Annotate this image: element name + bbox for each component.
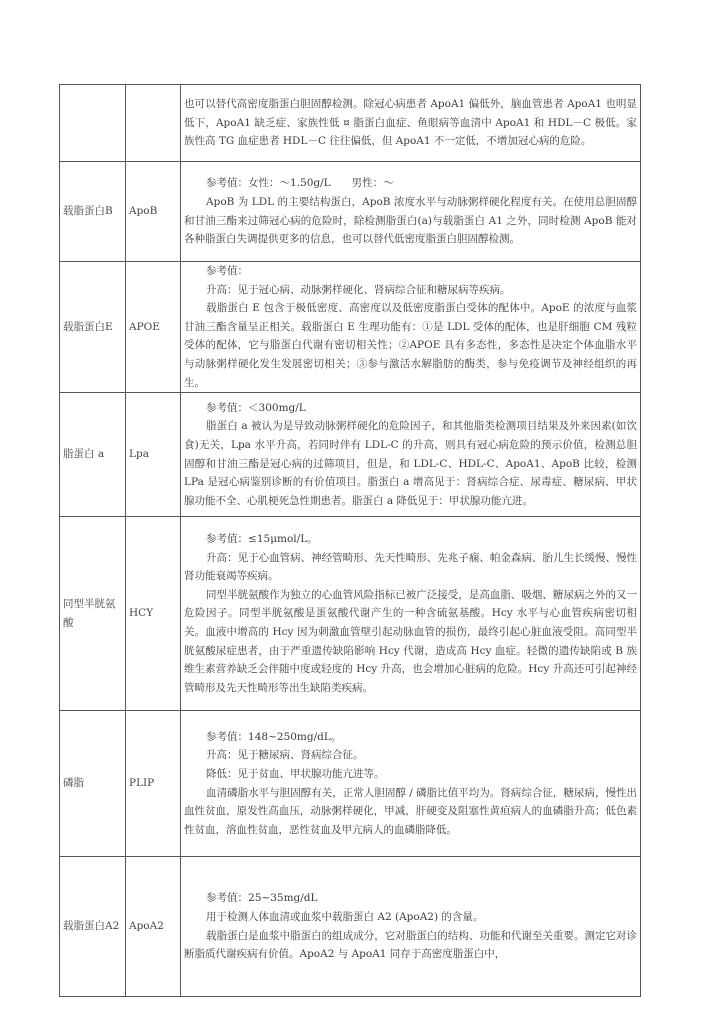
- description-paragraph: 参考值：女性：～1.50g/L 男性：～: [206, 177, 394, 190]
- table-row: [60, 393, 641, 517]
- table-row: [60, 162, 641, 262]
- description-paragraph: 脂蛋白 a 被认为是导致动脉粥样硬化的危险因子，和其他脂类检测项目结果及外来因素(如饮食)无关，Lpa 水平升高，若同时伴有 LDL-C 的升高，则具有冠心病危险的预示价值，检测总胆固醇和甘油三酯是冠心病的过筛项目，但是，和 LDL-C、HDL-C、ApoA1、ApoB 比较，检测 LPa 是冠心病鉴别诊断的有价值项目。脂蛋白 a 增高见于：肾病综合症、尿毒症、糖尿病、甲状腺功能不全、心肌梗死急性期患者。脂蛋白 a 降低见于：甲状腺功能亢进。: [184, 420, 637, 507]
- description-paragraph: ApoB 为 LDL 的主要结构蛋白，ApoB 浓度水平与动脉粥样硬化程度有关。在使用总胆固醇和甘油三酯来过筛冠心病的危险时，除检测脂蛋白(a)与载脂蛋白 A1 之外，同时检测 ApoB 能对各种脂蛋白失调提供更多的信息，也可以替代低密度脂蛋白胆固醇检测。: [184, 195, 637, 246]
- test-description: [181, 857, 641, 997]
- description-paragraph: 血清磷脂水平与胆固醇有关，正常人胆固醇 / 磷脂比值平均为。肾病综合征，糖尿病，慢性出血性贫血，原发性高血压，动脉粥样硬化，甲减，肝硬变及阻塞性黄疸病人的血磷脂升高；低色素性贫血，溶血性贫血，恶性贫血及甲亢病人的血磷脂降低。: [184, 786, 637, 836]
- description-paragraph: 参考值：148~250mg/dL。: [206, 730, 342, 743]
- test-abbreviation: HCY: [126, 517, 181, 711]
- description-paragraph: 载脂蛋白 E 包含于极低密度、高密度以及低密度脂蛋白受体的配体中。ApoE 的浓度与血浆甘油三酯含量呈正相关。载脂蛋白 E 生理功能有：①是 LDL 受体的配体，也是肝细胞 CM 残粒受体的配体，它与脂蛋白代谢有密切相关性；②APOE 具有多态性，多态性是决定个体血脂水平与动脉粥样硬化发生发展密切相关；③参与激活水解脂肪的酶类，参与免疫调节及神经组织的再生。: [184, 302, 637, 389]
- description-paragraph: 参考值：25~35mg/dL: [206, 892, 318, 905]
- test-description: [181, 85, 641, 162]
- test-name: [60, 85, 126, 162]
- table-row: [60, 262, 641, 393]
- test-abbreviation: PLIP: [126, 711, 181, 857]
- description-paragraph: 载脂蛋白是血浆中脂蛋白的组成成分，它对脂蛋白的结构、功能和代谢至关重要。测定它对诊断脂质代谢疾病有价值。ApoA2 与 ApoA1 同存于高密度脂蛋白中，: [184, 929, 637, 961]
- test-abbreviation: ApoB: [126, 162, 181, 262]
- table-row: [60, 711, 641, 857]
- description-paragraph: 降低：见于贫血、甲状腺功能亢进等。: [206, 768, 385, 781]
- test-name: 载脂蛋白A2: [60, 857, 126, 997]
- table-row: [60, 857, 641, 997]
- test-abbreviation: ApoA2: [126, 857, 181, 997]
- test-name: 磷脂: [60, 711, 126, 857]
- lipid-test-table: [59, 84, 641, 997]
- description-paragraph: 同型半胱氨酸作为独立的心血管风险指标已被广泛接受，是高血脂、吸烟、糖尿病之外的又一危险因子。同型半胱氨酸是蛋氨酸代谢产生的一种含硫氨基酸。Hcy 水平与心血管疾病密切相关。血液中增高的 Hcy 因为刺激血管壁引起动脉血管的损伤，最终引起心脏血液受阻。高同型半胱氨酸尿症患者，由于严重遗传缺陷影响 Hcy 代谢，造成高 Hcy 血症。轻微的遗传缺陷或 B 族维生素营养缺乏会伴随中度或轻度的 Hcy 升高，也会增加心脏病的危险。Hcy 升高还可引起神经管畸形及先天性畸形等出生缺陷类疾病。: [184, 588, 637, 694]
- description-paragraph: 参考值：≤15μmol/L。: [206, 532, 318, 545]
- description-paragraph: 用于检测人体血清或血浆中载脂蛋白 A2 (ApoA2) 的含量。: [206, 911, 484, 924]
- test-description: [181, 262, 641, 393]
- test-description: [181, 162, 641, 262]
- description-paragraph: 也可以替代高密度脂蛋白胆固醇检测。除冠心病患者 ApoA1 偏低外，脑血管患者 ApoA1 也明显低下，ApoA1 缺乏症、家族性低 ¤ 脂蛋白血症、鱼眼病等血清中 ApoA1 和 HDL－C 极低。家族性高 TG 血症患者 HDL－C 往往偏低，但 ApoA1 不一定低，不增加冠心病的危险。: [184, 98, 637, 148]
- test-name: 脂蛋白 a: [60, 393, 126, 517]
- test-description: [181, 517, 641, 711]
- table-row: [60, 85, 641, 162]
- description-paragraph: 参考值：: [206, 265, 249, 277]
- test-abbreviation: [126, 85, 181, 162]
- description-paragraph: 升高：见于冠心病、动脉粥样硬化、肾病综合征和糖尿病等疾病。: [206, 283, 511, 296]
- description-paragraph: 升高：见于糖尿病、肾病综合征。: [206, 749, 364, 762]
- test-abbreviation: Lpa: [126, 393, 181, 517]
- test-name: 同型半胱氨酸: [60, 517, 126, 711]
- test-abbreviation: APOE: [126, 262, 181, 393]
- test-name: 载脂蛋白E: [60, 262, 126, 393]
- test-description: [181, 393, 641, 517]
- test-name: 载脂蛋白B: [60, 162, 126, 262]
- table-row: [60, 517, 641, 711]
- description-paragraph: 参考值：＜300mg/L: [206, 401, 306, 414]
- description-paragraph: 升高：见于心血管病、神经管畸形、先天性畸形、先兆子痫、帕金森病、胎儿生长缓慢、慢性肾功能衰竭等疾病。: [184, 551, 637, 583]
- test-description: [181, 711, 641, 857]
